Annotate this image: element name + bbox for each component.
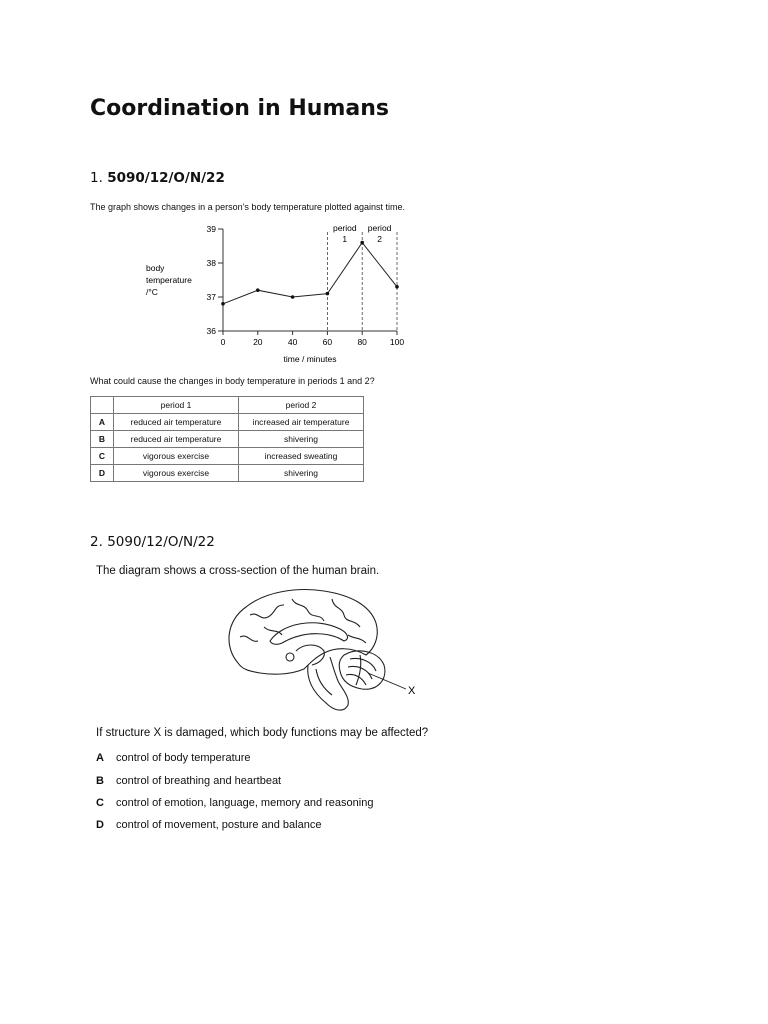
structure-x-label: X bbox=[408, 685, 416, 697]
row-period-2: shivering bbox=[239, 465, 364, 482]
data-point bbox=[291, 295, 295, 299]
table-row bbox=[91, 414, 364, 431]
option-letter: B bbox=[96, 775, 104, 787]
table-row bbox=[91, 465, 364, 482]
x-tick-label: 40 bbox=[287, 337, 298, 347]
row-period-1: reduced air temperature bbox=[114, 431, 239, 448]
row-period-2: increased sweating bbox=[239, 448, 364, 465]
data-point bbox=[221, 302, 225, 306]
period-label-1: period bbox=[332, 223, 357, 233]
question-1-code: 5090/12/O/N/22 bbox=[107, 170, 225, 186]
temperature-line bbox=[223, 243, 397, 304]
x-tick-label: 100 bbox=[389, 337, 405, 347]
brain-diagram bbox=[220, 585, 430, 720]
option-letter: A bbox=[96, 752, 104, 764]
x-tick-label: 0 bbox=[220, 337, 226, 347]
option-letter: D bbox=[96, 819, 104, 831]
question-1-number: 1. bbox=[90, 170, 103, 186]
option-text: control of breathing and heartbeat bbox=[116, 775, 282, 787]
page-title: Coordination in Humans bbox=[90, 96, 389, 121]
temperature-chart bbox=[90, 218, 420, 370]
period-number-1: 1 bbox=[342, 234, 348, 244]
table-header-blank bbox=[91, 397, 114, 414]
question-2-number: 2. bbox=[90, 534, 103, 550]
question-2-prompt: If structure X is damaged, which body functions may be affected? bbox=[96, 727, 429, 739]
row-letter: D bbox=[91, 465, 114, 482]
row-letter: B bbox=[91, 431, 114, 448]
row-period-1: vigorous exercise bbox=[114, 448, 239, 465]
option-text: control of body temperature bbox=[116, 752, 251, 764]
option-d bbox=[96, 819, 321, 831]
data-point bbox=[395, 285, 399, 289]
table-header-period-1: period 1 bbox=[114, 397, 239, 414]
option-a bbox=[96, 752, 251, 764]
table-header-period-2: period 2 bbox=[239, 397, 364, 414]
data-point bbox=[256, 288, 260, 292]
row-period-2: shivering bbox=[239, 431, 364, 448]
period-number-2: 2 bbox=[377, 234, 382, 244]
question-2-header bbox=[90, 534, 215, 550]
option-letter: C bbox=[96, 797, 104, 809]
option-b bbox=[96, 775, 281, 787]
y-axis-label-line-1: body bbox=[146, 263, 165, 273]
option-c bbox=[96, 797, 373, 809]
table-header-row bbox=[91, 397, 364, 414]
row-letter: C bbox=[91, 448, 114, 465]
data-point bbox=[326, 292, 330, 296]
data-point bbox=[360, 241, 364, 245]
x-axis-label: time / minutes bbox=[283, 354, 337, 364]
table-row bbox=[91, 431, 364, 448]
option-text: control of movement, posture and balance bbox=[116, 819, 322, 831]
question-2-stem: The diagram shows a cross-section of the human brain. bbox=[96, 565, 380, 577]
question-1-header bbox=[90, 170, 225, 186]
question-2-code: 5090/12/O/N/22 bbox=[107, 534, 215, 550]
x-tick-label: 80 bbox=[357, 337, 367, 347]
y-tick-label: 38 bbox=[206, 258, 216, 268]
period-label-2: period bbox=[367, 223, 392, 233]
y-axis-label-line-3: /°C bbox=[146, 287, 158, 297]
row-period-2: increased air temperature bbox=[239, 414, 364, 431]
table-row bbox=[91, 448, 364, 465]
row-period-1: vigorous exercise bbox=[114, 465, 239, 482]
row-period-1: reduced air temperature bbox=[114, 414, 239, 431]
x-tick-label: 20 bbox=[253, 337, 263, 347]
option-text: control of emotion, language, memory and reasoning bbox=[116, 797, 374, 809]
y-tick-label: 36 bbox=[206, 326, 216, 336]
question-1-prompt: What could cause the changes in body temperature in periods 1 and 2? bbox=[90, 376, 375, 386]
y-tick-label: 37 bbox=[206, 292, 216, 302]
y-tick-label: 39 bbox=[206, 224, 216, 234]
options-table bbox=[90, 396, 364, 482]
question-1-stem: The graph shows changes in a person’s body temperature plotted against time. bbox=[90, 202, 406, 212]
y-axis-label-line-2: temperature bbox=[146, 275, 192, 285]
x-tick-label: 60 bbox=[322, 337, 333, 347]
row-letter: A bbox=[91, 414, 114, 431]
